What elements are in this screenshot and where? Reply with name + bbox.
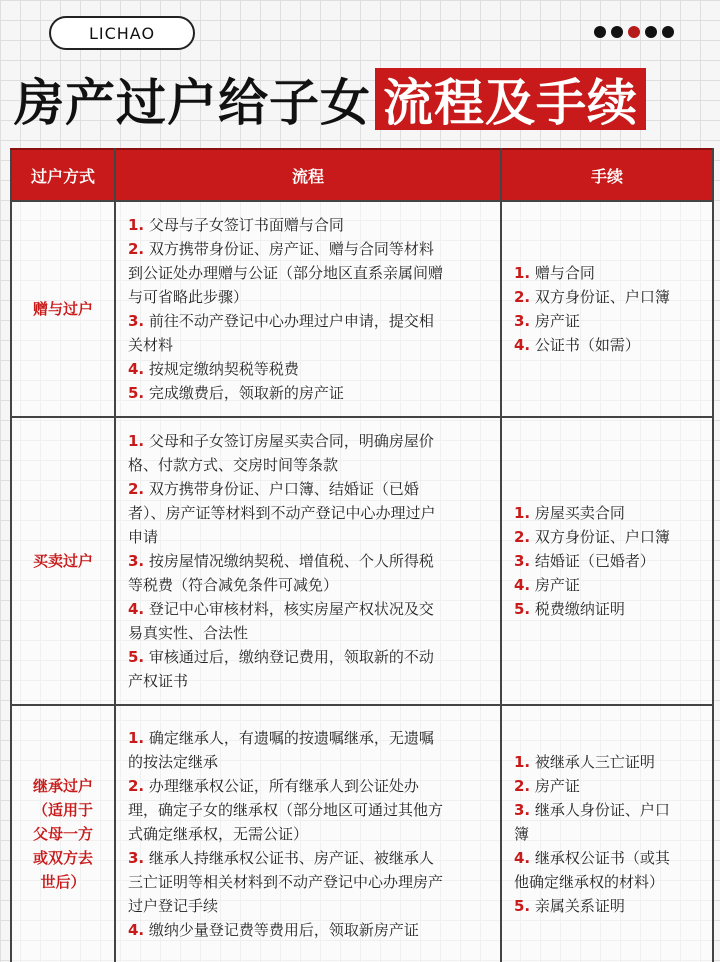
item-text: 办理继承权公证，所有继承人到公证处办 xyxy=(144,777,419,795)
item-text: 按规定缴纳契税等税费 xyxy=(144,360,299,378)
doc-line xyxy=(514,774,702,798)
item-text: 簿 xyxy=(514,825,530,843)
steps-cell xyxy=(115,417,501,705)
method-label: 继承过户 xyxy=(32,777,93,795)
step-line xyxy=(128,357,492,381)
indicator-dot xyxy=(594,26,606,38)
item-number: 2. xyxy=(128,777,145,795)
item-text: 前往不动产登记中心办理过户申请，提交相 xyxy=(144,312,434,330)
page-title xyxy=(14,68,646,130)
table-header-row xyxy=(11,149,713,201)
item-text: 他确定继承权的材料） xyxy=(514,873,665,891)
step-line xyxy=(128,501,492,525)
item-number: 5. xyxy=(514,600,531,618)
item-text: 完成缴费后，领取新的房产证 xyxy=(144,384,344,402)
item-text: 双方身份证、户口簿 xyxy=(530,528,670,546)
item-text: 亲属关系证明 xyxy=(530,897,625,915)
item-number: 3. xyxy=(514,312,531,330)
item-number: 2. xyxy=(514,288,531,306)
item-number: 1. xyxy=(514,264,531,282)
item-number: 3. xyxy=(128,312,145,330)
item-text: 双方携带身份证、户口簿、结婚证（已婚 xyxy=(144,480,419,498)
item-text: 易真实性、合法性 xyxy=(128,624,249,642)
item-text: 双方身份证、户口簿 xyxy=(530,288,670,306)
doc-line xyxy=(514,573,702,597)
step-line xyxy=(128,597,492,621)
item-number: 2. xyxy=(128,240,145,258)
item-number: 3. xyxy=(514,801,531,819)
method-cell xyxy=(11,705,115,962)
step-line xyxy=(128,429,492,453)
item-text: 三亡证明等相关材料到不动产登记中心办理房产 xyxy=(128,873,444,891)
item-number: 1. xyxy=(128,432,145,450)
step-line xyxy=(128,894,492,918)
item-number: 4. xyxy=(128,360,145,378)
item-text: 式确定继承权，无需公证） xyxy=(128,825,309,843)
item-number: 1. xyxy=(128,216,145,234)
doc-line xyxy=(514,501,702,525)
item-text: 者）、房产证等材料到不动产登记中心办理过户 xyxy=(128,504,436,522)
doc-line xyxy=(514,894,702,918)
steps-cell xyxy=(115,201,501,417)
table-row xyxy=(11,201,713,417)
item-text: 等税费（符合减免条件可减免） xyxy=(128,576,339,594)
item-number: 1. xyxy=(128,729,145,747)
step-line xyxy=(128,798,492,822)
table-row xyxy=(11,417,713,705)
doc-line xyxy=(514,261,702,285)
item-text: 关材料 xyxy=(128,336,174,354)
step-line xyxy=(128,726,492,750)
item-text: 过户登记手续 xyxy=(128,897,219,915)
step-line xyxy=(128,645,492,669)
item-text: 审核通过后，缴纳登记费用，领取新的不动 xyxy=(144,648,434,666)
header-docs: 手续 xyxy=(501,149,713,201)
item-number: 4. xyxy=(514,576,531,594)
item-text: 公证书（如需） xyxy=(530,336,640,354)
docs-cell xyxy=(501,705,713,962)
step-line xyxy=(128,918,492,942)
step-line xyxy=(128,822,492,846)
method-note: 父母一方 xyxy=(32,825,93,843)
step-line xyxy=(128,846,492,870)
step-line xyxy=(128,870,492,894)
doc-line xyxy=(514,750,702,774)
item-number: 1. xyxy=(514,753,531,771)
docs-cell xyxy=(501,201,713,417)
method-label: 买卖过户 xyxy=(32,552,93,570)
item-number: 2. xyxy=(128,480,145,498)
transfer-table xyxy=(10,148,714,962)
doc-line xyxy=(514,597,702,621)
item-text: 到公证处办理赠与公证（部分地区直系亲属间赠 xyxy=(128,264,444,282)
step-line xyxy=(128,774,492,798)
item-text: 房产证 xyxy=(530,777,580,795)
item-number: 5. xyxy=(128,648,145,666)
doc-line xyxy=(514,822,702,846)
item-text: 继承人身份证、户口 xyxy=(530,801,670,819)
item-text: 与可省略此步骤） xyxy=(128,288,249,306)
docs-cell xyxy=(501,417,713,705)
item-number: 2. xyxy=(514,777,531,795)
item-number: 3. xyxy=(128,552,145,570)
table-row xyxy=(11,705,713,962)
page-indicator-dots xyxy=(594,26,674,38)
item-number: 5. xyxy=(514,897,531,915)
step-line xyxy=(128,381,492,405)
item-number: 5. xyxy=(128,384,145,402)
brand-badge xyxy=(49,16,195,50)
item-text: 结婚证（已婚者） xyxy=(530,552,655,570)
doc-line xyxy=(514,309,702,333)
item-text: 继承人持继承权公证书、房产证、被继承人 xyxy=(144,849,434,867)
title-black-part: 房产过户给子女 xyxy=(14,74,371,132)
indicator-dot xyxy=(611,26,623,38)
item-number: 2. xyxy=(514,528,531,546)
item-text: 的按法定继承 xyxy=(128,753,219,771)
item-text: 房产证 xyxy=(530,312,580,330)
step-line xyxy=(128,213,492,237)
item-number: 3. xyxy=(128,849,145,867)
step-line xyxy=(128,621,492,645)
item-text: 赠与合同 xyxy=(530,264,595,282)
item-number: 4. xyxy=(128,600,145,618)
item-text: 父母与子女签订书面赠与合同 xyxy=(144,216,344,234)
item-text: 房屋买卖合同 xyxy=(530,504,625,522)
method-note: 或双方去 xyxy=(32,849,93,867)
item-text: 双方携带身份证、房产证、赠与合同等材料 xyxy=(144,240,434,258)
step-line xyxy=(128,573,492,597)
item-text: 产权证书 xyxy=(128,672,189,690)
header-steps: 流程 xyxy=(115,149,501,201)
doc-line xyxy=(514,285,702,309)
step-line xyxy=(128,237,492,261)
item-text: 父母和子女签订房屋买卖合同，明确房屋价 xyxy=(144,432,434,450)
method-label: 赠与过户 xyxy=(32,300,93,318)
item-number: 1. xyxy=(514,504,531,522)
item-number: 3. xyxy=(514,552,531,570)
doc-line xyxy=(514,333,702,357)
step-line xyxy=(128,525,492,549)
step-line xyxy=(128,333,492,357)
item-number: 4. xyxy=(514,849,531,867)
item-text: 登记中心审核材料，核实房屋产权状况及交 xyxy=(144,600,434,618)
doc-line xyxy=(514,846,702,870)
item-text: 格、付款方式、交房时间等条款 xyxy=(128,456,339,474)
indicator-dot xyxy=(645,26,657,38)
item-text: 申请 xyxy=(128,528,159,546)
method-note: （适用于 xyxy=(32,801,93,819)
item-text: 缴纳少量登记费等费用后，领取新房产证 xyxy=(144,921,419,939)
header-method: 过户方式 xyxy=(11,149,115,201)
indicator-dot xyxy=(662,26,674,38)
item-text: 继承权公证书（或其 xyxy=(530,849,670,867)
item-text: 按房屋情况缴纳契税、增值税、个人所得税 xyxy=(144,552,434,570)
title-red-part: 流程及手续 xyxy=(375,68,646,130)
step-line xyxy=(128,285,492,309)
step-line xyxy=(128,453,492,477)
doc-line xyxy=(514,870,702,894)
item-number: 4. xyxy=(514,336,531,354)
method-cell xyxy=(11,201,115,417)
steps-cell xyxy=(115,705,501,962)
step-line xyxy=(128,261,492,285)
step-line xyxy=(128,309,492,333)
item-number: 4. xyxy=(128,921,145,939)
doc-line xyxy=(514,798,702,822)
step-line xyxy=(128,549,492,573)
item-text: 税费缴纳证明 xyxy=(530,600,625,618)
doc-line xyxy=(514,549,702,573)
doc-line xyxy=(514,525,702,549)
brand-label: LICHAO xyxy=(88,23,156,43)
step-line xyxy=(128,669,492,693)
method-cell xyxy=(11,417,115,705)
indicator-dot-active xyxy=(628,26,640,38)
method-note: 世后） xyxy=(40,873,86,891)
item-text: 确定继承人，有遗嘱的按遗嘱继承，无遗嘱 xyxy=(144,729,434,747)
item-text: 理，确定子女的继承权（部分地区可通过其他方 xyxy=(128,801,444,819)
step-line xyxy=(128,750,492,774)
item-text: 被继承人三亡证明 xyxy=(530,753,655,771)
step-line xyxy=(128,477,492,501)
item-text: 房产证 xyxy=(530,576,580,594)
